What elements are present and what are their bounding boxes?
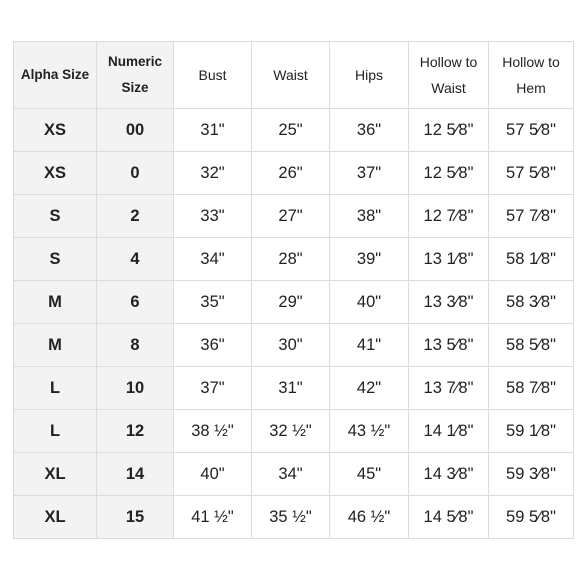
header-hollow-to-waist-label: Hollow to Waist xyxy=(419,54,478,96)
alpha-size-cell: XL xyxy=(14,496,97,539)
numeric-size-cell: 6 xyxy=(97,281,174,324)
bust-cell: 40" xyxy=(174,453,252,496)
bust-cell: 36" xyxy=(174,324,252,367)
header-waist-label: Waist xyxy=(273,67,308,83)
bust-cell: 31" xyxy=(174,109,252,152)
alpha-size-cell: M xyxy=(14,281,97,324)
alpha-size-cell: S xyxy=(14,238,97,281)
hips-cell: 42" xyxy=(330,367,409,410)
header-hips-label: Hips xyxy=(354,67,383,83)
bust-cell: 32" xyxy=(174,152,252,195)
header-hollow-to-waist xyxy=(409,42,489,109)
waist-cell: 31" xyxy=(252,367,330,410)
table-row xyxy=(14,152,574,195)
table-row xyxy=(14,496,574,539)
hollow-to-waist-cell: 13 3⁄8" xyxy=(409,281,489,324)
hollow-to-hem-cell: 57 5⁄8" xyxy=(489,109,574,152)
hollow-to-hem-cell: 59 3⁄8" xyxy=(489,453,574,496)
hollow-to-hem-cell: 57 5⁄8" xyxy=(489,152,574,195)
hollow-to-waist-cell: 14 5⁄8" xyxy=(409,496,489,539)
hollow-to-hem-cell: 58 7⁄8" xyxy=(489,367,574,410)
bust-cell: 38 ½" xyxy=(174,410,252,453)
alpha-size-cell: M xyxy=(14,324,97,367)
alpha-size-cell: L xyxy=(14,410,97,453)
hollow-to-hem-cell: 57 7⁄8" xyxy=(489,195,574,238)
waist-cell: 28" xyxy=(252,238,330,281)
waist-cell: 27" xyxy=(252,195,330,238)
waist-cell: 30" xyxy=(252,324,330,367)
header-alpha-size xyxy=(14,42,97,109)
alpha-size-cell: L xyxy=(14,367,97,410)
waist-cell: 35 ½" xyxy=(252,496,330,539)
hollow-to-waist-cell: 12 7⁄8" xyxy=(409,195,489,238)
bust-cell: 37" xyxy=(174,367,252,410)
table-row xyxy=(14,238,574,281)
hips-cell: 37" xyxy=(330,152,409,195)
bust-cell: 33" xyxy=(174,195,252,238)
hollow-to-waist-cell: 14 3⁄8" xyxy=(409,453,489,496)
hollow-to-waist-cell: 12 5⁄8" xyxy=(409,152,489,195)
table-row xyxy=(14,109,574,152)
table-row xyxy=(14,367,574,410)
table-row xyxy=(14,281,574,324)
hips-cell: 39" xyxy=(330,238,409,281)
hollow-to-waist-cell: 12 5⁄8" xyxy=(409,109,489,152)
hips-cell: 43 ½" xyxy=(330,410,409,453)
hips-cell: 38" xyxy=(330,195,409,238)
header-hollow-to-hem-label: Hollow to Hem xyxy=(502,54,560,96)
numeric-size-cell: 00 xyxy=(97,109,174,152)
numeric-size-cell: 14 xyxy=(97,453,174,496)
header-hollow-to-hem xyxy=(489,42,574,109)
hips-cell: 40" xyxy=(330,281,409,324)
table-row xyxy=(14,324,574,367)
hollow-to-hem-cell: 58 5⁄8" xyxy=(489,324,574,367)
alpha-size-cell: XL xyxy=(14,453,97,496)
header-row xyxy=(14,42,574,109)
hips-cell: 36" xyxy=(330,109,409,152)
table-body xyxy=(14,109,574,539)
waist-cell: 29" xyxy=(252,281,330,324)
numeric-size-cell: 2 xyxy=(97,195,174,238)
table-header xyxy=(14,42,574,109)
table-row xyxy=(14,195,574,238)
hollow-to-hem-cell: 58 3⁄8" xyxy=(489,281,574,324)
header-bust-label: Bust xyxy=(198,67,227,83)
header-numeric-size xyxy=(97,42,174,109)
numeric-size-cell: 15 xyxy=(97,496,174,539)
hips-cell: 45" xyxy=(330,453,409,496)
table-row xyxy=(14,453,574,496)
hollow-to-hem-cell: 58 1⁄8" xyxy=(489,238,574,281)
bust-cell: 41 ½" xyxy=(174,496,252,539)
numeric-size-cell: 8 xyxy=(97,324,174,367)
numeric-size-cell: 12 xyxy=(97,410,174,453)
hollow-to-hem-cell: 59 1⁄8" xyxy=(489,410,574,453)
alpha-size-cell: XS xyxy=(14,109,97,152)
hips-cell: 46 ½" xyxy=(330,496,409,539)
alpha-size-cell: S xyxy=(14,195,97,238)
waist-cell: 25" xyxy=(252,109,330,152)
bust-cell: 34" xyxy=(174,238,252,281)
waist-cell: 26" xyxy=(252,152,330,195)
header-hips xyxy=(330,42,409,109)
size-chart-table xyxy=(13,41,574,539)
header-bust xyxy=(174,42,252,109)
numeric-size-cell: 4 xyxy=(97,238,174,281)
header-numeric-size-label: Numeric Size xyxy=(107,54,163,95)
bust-cell: 35" xyxy=(174,281,252,324)
header-alpha-size-label: Alpha Size xyxy=(20,67,90,82)
waist-cell: 32 ½" xyxy=(252,410,330,453)
numeric-size-cell: 0 xyxy=(97,152,174,195)
alpha-size-cell: XS xyxy=(14,152,97,195)
hips-cell: 41" xyxy=(330,324,409,367)
size-chart-container xyxy=(13,41,573,539)
hollow-to-waist-cell: 13 7⁄8" xyxy=(409,367,489,410)
hollow-to-hem-cell: 59 5⁄8" xyxy=(489,496,574,539)
hollow-to-waist-cell: 13 5⁄8" xyxy=(409,324,489,367)
hollow-to-waist-cell: 13 1⁄8" xyxy=(409,238,489,281)
waist-cell: 34" xyxy=(252,453,330,496)
table-row xyxy=(14,410,574,453)
hollow-to-waist-cell: 14 1⁄8" xyxy=(409,410,489,453)
header-waist xyxy=(252,42,330,109)
numeric-size-cell: 10 xyxy=(97,367,174,410)
